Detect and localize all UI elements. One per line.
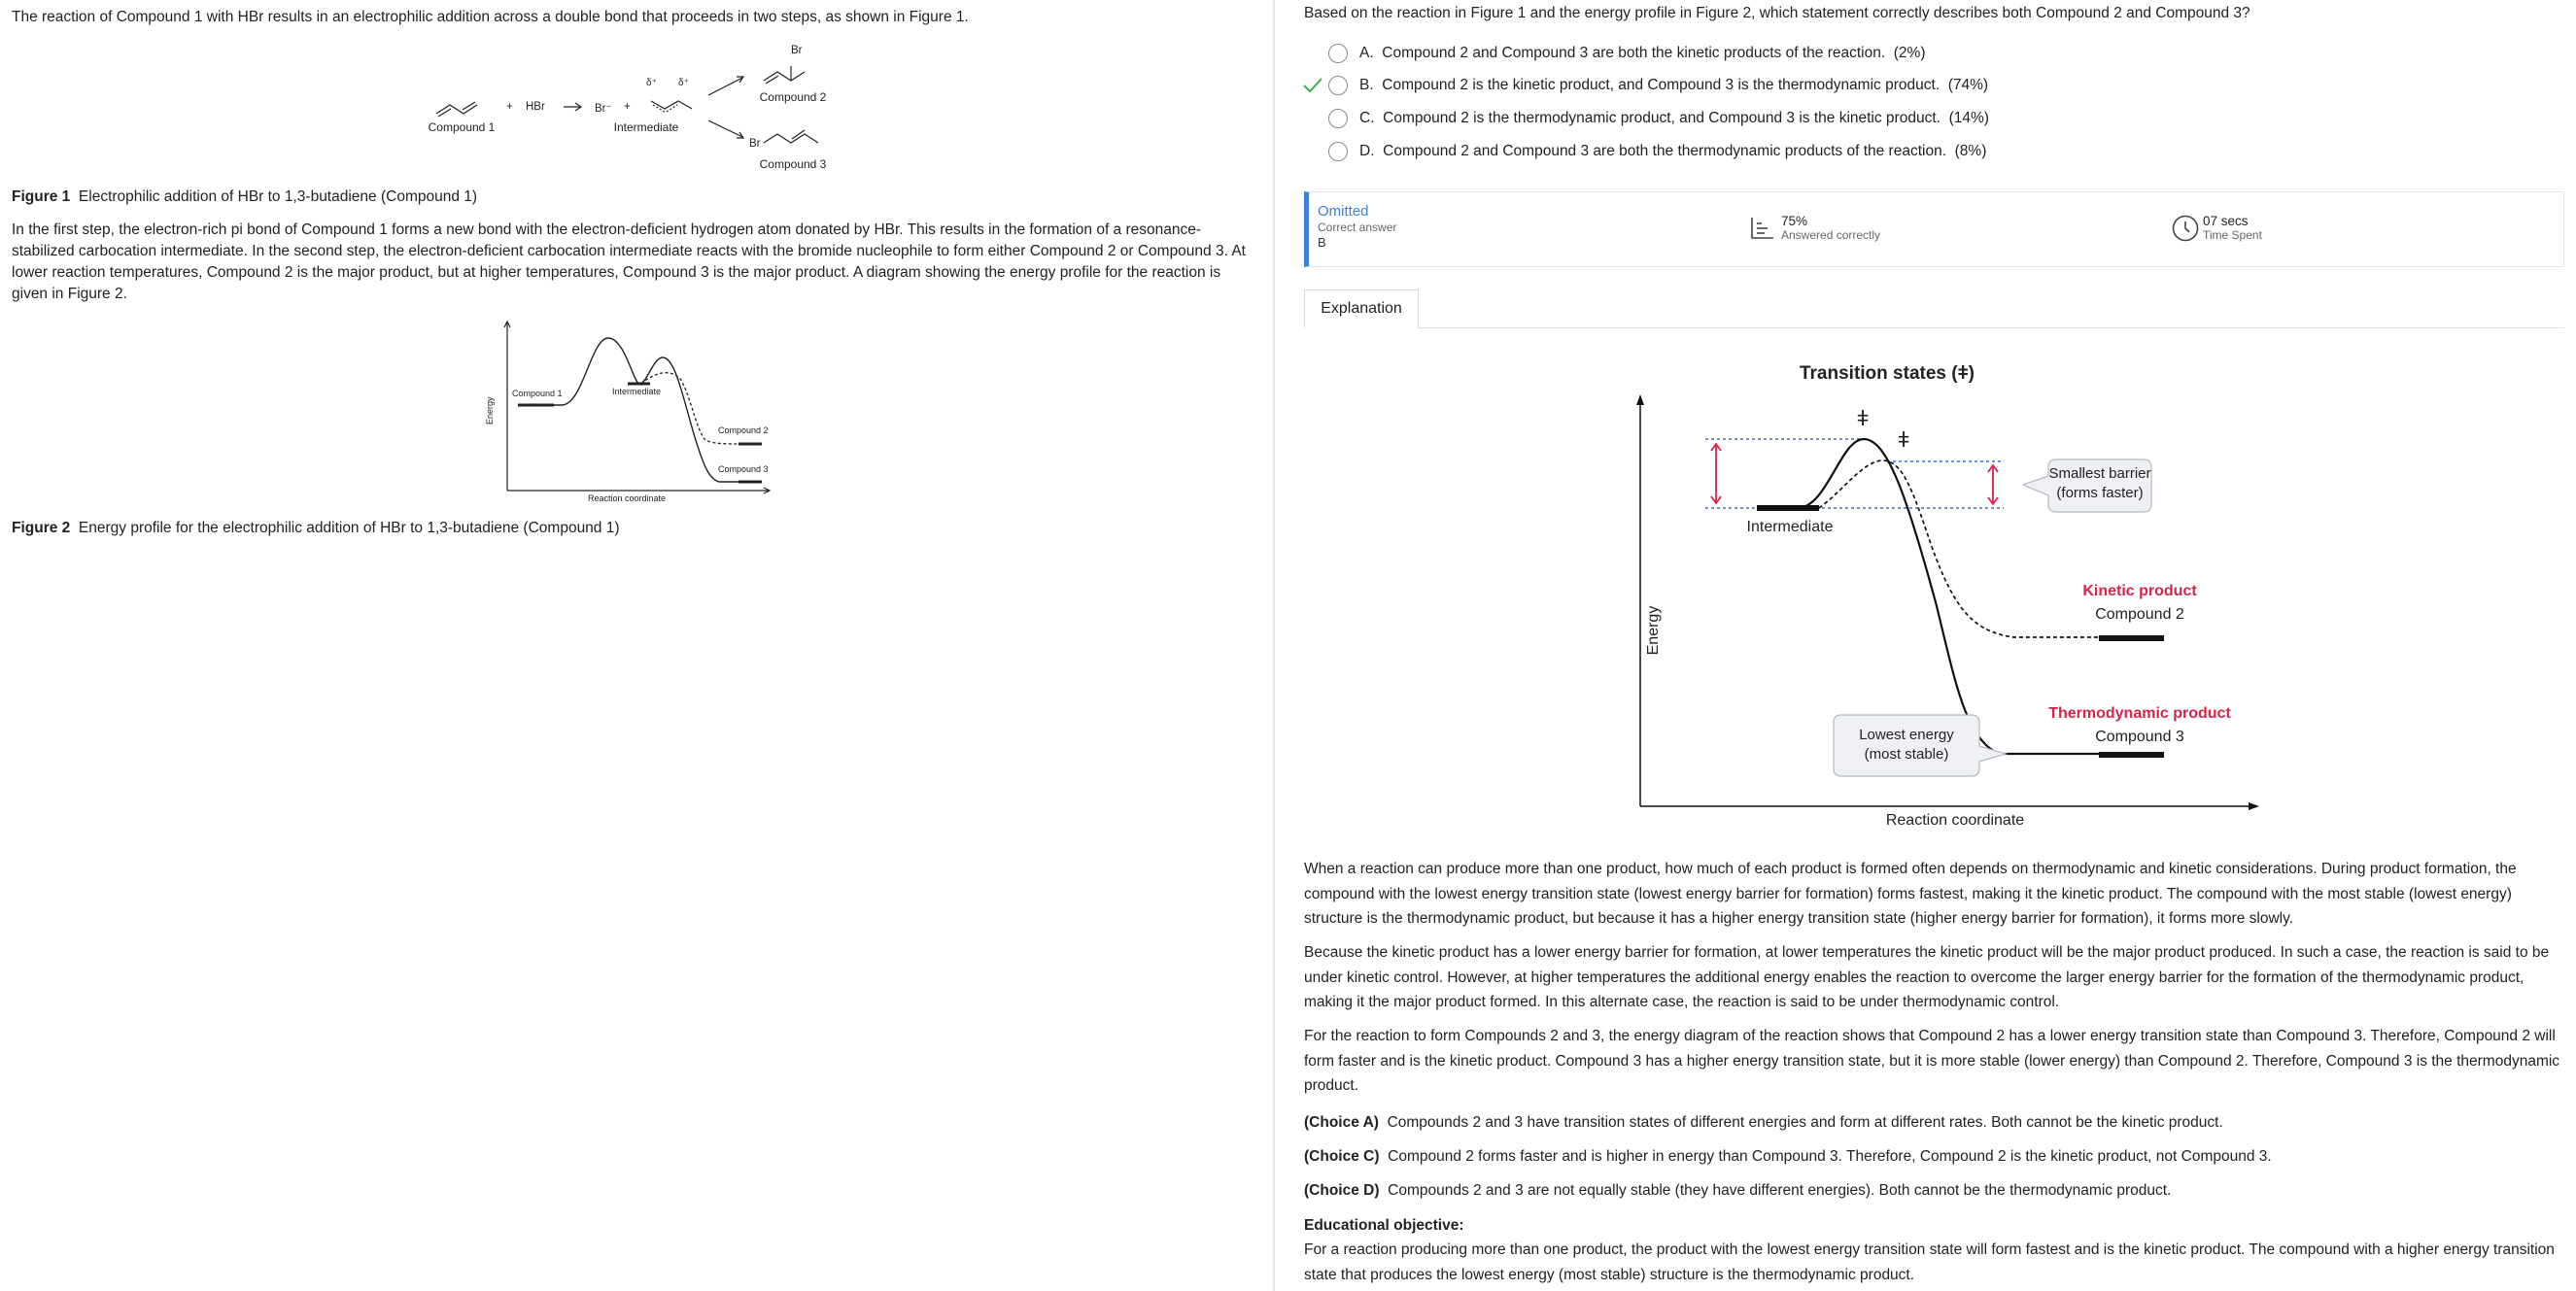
diagram-x-label: Reaction coordinate bbox=[1885, 812, 2025, 829]
figure-1-label: Figure 1 bbox=[12, 188, 71, 205]
status-omitted: Omitted bbox=[1318, 203, 1369, 220]
fig2-solid-curve bbox=[518, 338, 762, 482]
time-label: Time Spent bbox=[2203, 228, 2262, 242]
fig2-y-label: Energy bbox=[485, 396, 495, 425]
figure-2-label: Figure 2 bbox=[12, 520, 71, 536]
choice-a-explanation bbox=[1304, 1110, 2567, 1136]
tab-explanation[interactable]: Explanation bbox=[1304, 289, 1419, 328]
percent-value: 75% bbox=[1781, 214, 1808, 228]
choice-letter: B. bbox=[1359, 77, 1374, 93]
bromine-label: Br bbox=[749, 138, 761, 150]
figure-1-caption-text: Electrophilic addition of HBr to 1,3-butadiene (Compound 1) bbox=[78, 188, 478, 205]
compound-2-diagram-label bbox=[2052, 606, 2227, 624]
explanation-paragraph-2: Because the kinetic product has a lower energy barrier for formation, at lower temperatures the kinetic product will be the major product produced. In such a case, the reaction is said to be under kinetic control. However, at higher temperatures the additional energy enables the reaction to overcome the larger energy barrier for the formation of the thermodynamic product, making it the major product formed. In this alternate case, the reaction is said to be under thermodynamic control. bbox=[1304, 944, 2550, 1010]
plus-sign: + bbox=[624, 101, 631, 113]
correct-answer-value: B bbox=[1318, 235, 1326, 250]
explanation-paragraph-3: For the reaction to form Compounds 2 and 3, the energy diagram of the reaction shows that Compound 2 has a lower energy transition state than Compound 3. Therefore, Compound 2 will form faster and is the kinetic product. Compound 3 has a higher energy transition state, but it is more stable (lower energy) than Compound 2. Therefore, Compound 3 is the thermodynamic product. bbox=[1304, 1028, 2560, 1094]
y-axis-arrow bbox=[1636, 394, 1644, 405]
educational-objective-title: Educational objective: bbox=[1304, 1217, 1464, 1234]
fig2-x-label: Reaction coordinate bbox=[588, 493, 667, 503]
choice-percent: (2%) bbox=[1893, 45, 1926, 61]
diagram-title: Transition states (ǂ) bbox=[1799, 363, 1975, 384]
figure-2-chart bbox=[0, 0, 875, 515]
choice-explanation-text: Compound 2 forms faster and is higher in energy than Compound 3. Therefore, Compound 2 is the kinetic product, not Compound 3. bbox=[1388, 1148, 2272, 1165]
delta-plus-label: δ⁺ bbox=[678, 78, 689, 88]
callout-lowest-energy-text bbox=[1834, 726, 1979, 764]
choice-percent: (8%) bbox=[1954, 143, 1987, 159]
choice-explanation-text: Compounds 2 and 3 have transition states of different energies and form at different rates. Both cannot be the kinetic product. bbox=[1387, 1114, 2223, 1131]
choice-label: (Choice C) bbox=[1304, 1148, 1380, 1165]
intermediate-label: Intermediate bbox=[613, 120, 679, 134]
x-axis-arrow bbox=[2249, 802, 2259, 810]
choice-text: Compound 2 and Compound 3 are both the kinetic products of the reaction. bbox=[1382, 45, 1886, 61]
delta-plus-label: δ⁺ bbox=[646, 78, 657, 88]
correct-answer-label: Correct answer bbox=[1318, 221, 1397, 234]
callout-line: Lowest energy bbox=[1859, 727, 1954, 743]
bromine-label: Br bbox=[791, 45, 803, 56]
choice-percent: (14%) bbox=[1948, 110, 1989, 126]
choice-text: Compound 2 is the thermodynamic product, and Compound 3 is the kinetic product. bbox=[1383, 110, 1941, 126]
question-paragraph: In the first step, the electron-rich pi bond of Compound 1 forms a new bond with the electron-deficient hydrogen atom donated by HBr. This results in the formation of a resonance-stabilized carbocation intermediate. In the second step, the electron-deficient carbocation intermediate reacts with the bromide nucleophile to form either Compound 2 or Compound 3. At lower reaction temperatures, Compound 2 is the major product, but at higher temperatures, Compound 3 is the major product. A diagram showing the energy profile for the reaction is given in Figure 2. bbox=[12, 221, 1246, 302]
energy-diagram bbox=[1275, 0, 2576, 845]
thermodynamic-product-label: Thermodynamic product bbox=[2048, 705, 2231, 722]
choice-text: Compound 2 and Compound 3 are both the thermodynamic products of the reaction. bbox=[1383, 143, 1947, 159]
choice-letter: D. bbox=[1359, 143, 1375, 159]
question-panel bbox=[0, 0, 1273, 1291]
callout-line: Smallest barrier bbox=[2048, 465, 2151, 482]
intermediate-label: Intermediate bbox=[1746, 519, 1834, 535]
compound-3-diagram-label bbox=[2052, 729, 2227, 746]
callout-smallest-barrier-text bbox=[2048, 464, 2151, 503]
choice-letter: A. bbox=[1359, 45, 1374, 61]
answer-panel bbox=[1275, 0, 2576, 1291]
figure-2-caption-text: Energy profile for the electrophilic addition of HBr to 1,3-butadiene (Compound 1) bbox=[78, 520, 620, 536]
figure-2-caption bbox=[12, 518, 1265, 539]
ts2-symbol: ǂ bbox=[1897, 427, 1910, 452]
question-prompt: Based on the reaction in Figure 1 and the energy profile in Figure 2, which statement correctly describes both Compound 2 and Compound 3? bbox=[1304, 5, 2250, 21]
kinetic-product-label: Kinetic product bbox=[2082, 583, 2197, 599]
fig2-intermediate-label: Intermediate bbox=[612, 387, 662, 396]
question-intro: The reaction of Compound 1 with HBr results in an electrophilic addition across a double bond that proceeds in two steps, as shown in Figure 1. bbox=[12, 9, 969, 25]
choice-c-explanation bbox=[1304, 1144, 2567, 1170]
diagram-y-label: Energy bbox=[1645, 605, 1662, 656]
educational-objective-text: For a reaction producing more than one product, the product with the lowest energy transition state will form fastest and is the kinetic product. The compound with a higher energy transition state that produces the lowest energy (most stable) structure is the thermodynamic product. bbox=[1304, 1241, 2555, 1283]
choice-label: (Choice D) bbox=[1304, 1182, 1380, 1199]
plus-sign: + bbox=[506, 101, 513, 113]
choice-explanation-text: Compounds 2 and 3 are not equally stable (they have different energies). Both cannot be the thermodynamic product. bbox=[1388, 1182, 2172, 1199]
compound-1-label: Compound 1 bbox=[428, 120, 496, 134]
fig2-compound2-label: Compound 2 bbox=[718, 425, 769, 435]
hbr-label: HBr bbox=[526, 101, 545, 113]
compound-3-text: Compound 3 bbox=[2095, 729, 2184, 745]
choice-percent: (74%) bbox=[1947, 77, 1989, 93]
compound-3-label: Compound 3 bbox=[759, 157, 827, 171]
choice-letter: C. bbox=[1359, 110, 1375, 126]
ts1-symbol: ǂ bbox=[1856, 406, 1870, 430]
fig2-compound1-label: Compound 1 bbox=[512, 389, 563, 398]
fig2-compound3-label: Compound 3 bbox=[718, 464, 769, 474]
time-value: 07 secs bbox=[2203, 214, 2249, 228]
choice-label: (Choice A) bbox=[1304, 1114, 1379, 1131]
choice-text: Compound 2 is the kinetic product, and Compound 3 is the thermodynamic product. bbox=[1382, 77, 1941, 93]
explanation-paragraph-1: When a reaction can produce more than one product, how much of each product is formed often depends on thermodynamic and kinetic considerations. During product formation, the compound with the lowest energy transition state (lowest energy barrier for formation) forms fastest, making it the kinetic product. The compound with the most stable (lowest energy) structure is the thermodynamic product, but because it has a higher energy transition state (higher energy barrier for formation), it forms more slowly. bbox=[1304, 861, 2517, 927]
choice-d-explanation bbox=[1304, 1178, 2567, 1204]
compound-2-text: Compound 2 bbox=[2095, 606, 2184, 623]
compound-2-label: Compound 2 bbox=[759, 90, 827, 104]
bromide-label: Br⁻ bbox=[595, 103, 612, 115]
callout-line: (most stable) bbox=[1864, 746, 1949, 763]
percent-label: Answered correctly bbox=[1781, 228, 1881, 242]
callout-line: (forms faster) bbox=[2056, 485, 2144, 501]
